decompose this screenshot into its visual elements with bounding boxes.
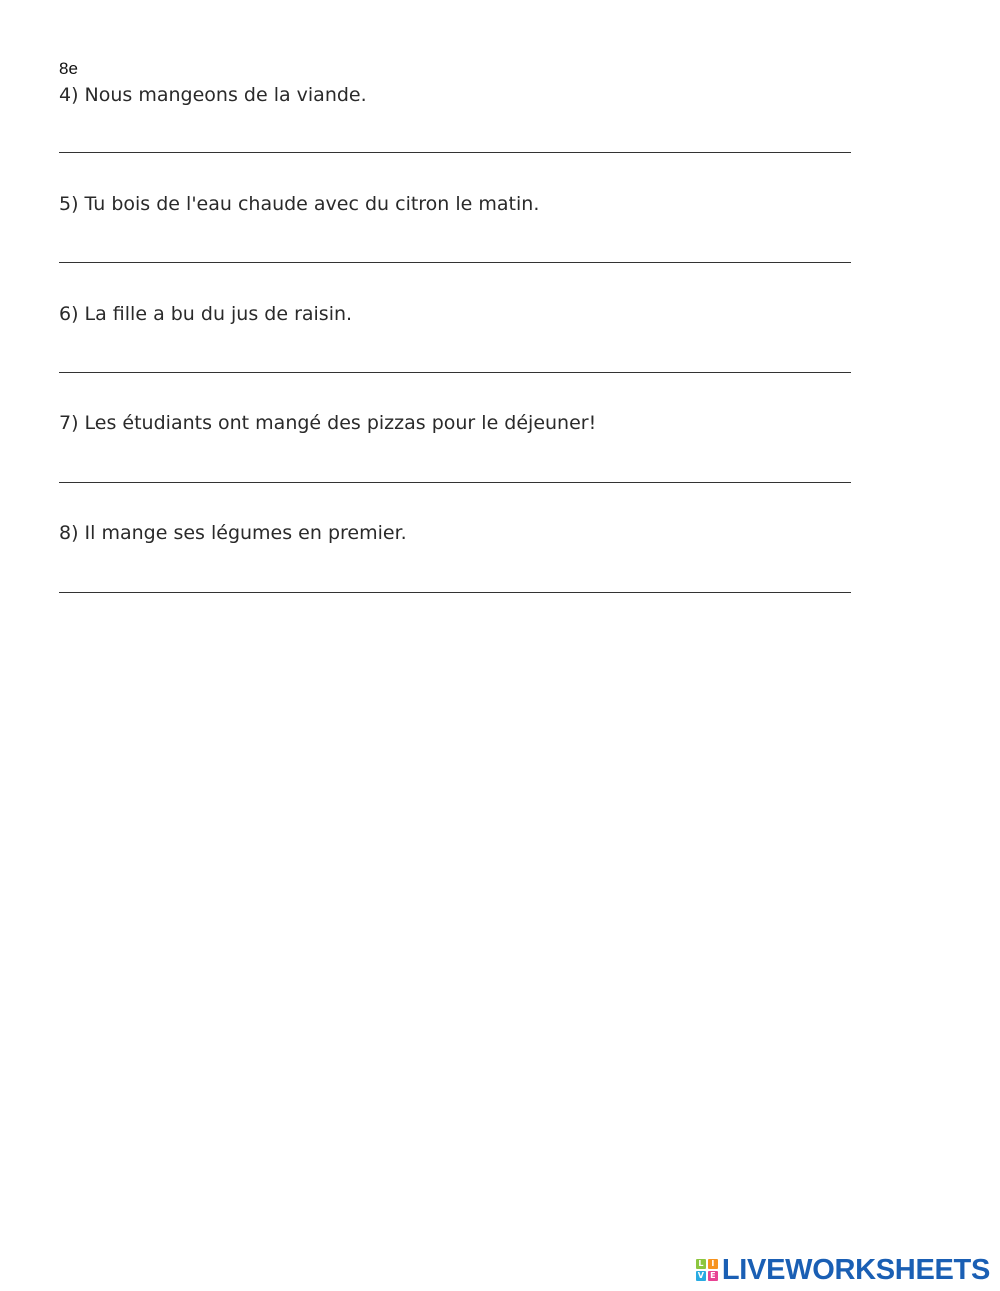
question-5: 5) Tu bois de l'eau chaude avec du citron le matin.: [59, 193, 540, 215]
logo-letter-e: E: [708, 1271, 718, 1281]
logo-mark-icon: [696, 1259, 718, 1281]
question-4: 4) Nous mangeons de la viande.: [59, 84, 367, 106]
logo-letter-l: L: [696, 1259, 706, 1269]
question-6: 6) La fille a bu du jus de raisin.: [59, 303, 353, 325]
answer-line-7[interactable]: [59, 482, 851, 483]
liveworksheets-logo: [696, 1254, 990, 1286]
logo-text: LIVEWORKSHEETS: [721, 1253, 990, 1286]
grade-label: 8e: [59, 59, 78, 78]
answer-line-6[interactable]: [59, 372, 851, 373]
logo-letter-v: V: [697, 1271, 704, 1280]
answer-line-8[interactable]: [59, 592, 851, 593]
answer-line-4[interactable]: [59, 152, 851, 153]
question-8: 8) Il mange ses légumes en premier.: [59, 522, 407, 544]
logo-letter-i: I: [708, 1259, 718, 1269]
question-7: 7) Les étudiants ont mangé des pizzas pour le déjeuner!: [59, 412, 597, 434]
answer-line-5[interactable]: [59, 262, 851, 263]
